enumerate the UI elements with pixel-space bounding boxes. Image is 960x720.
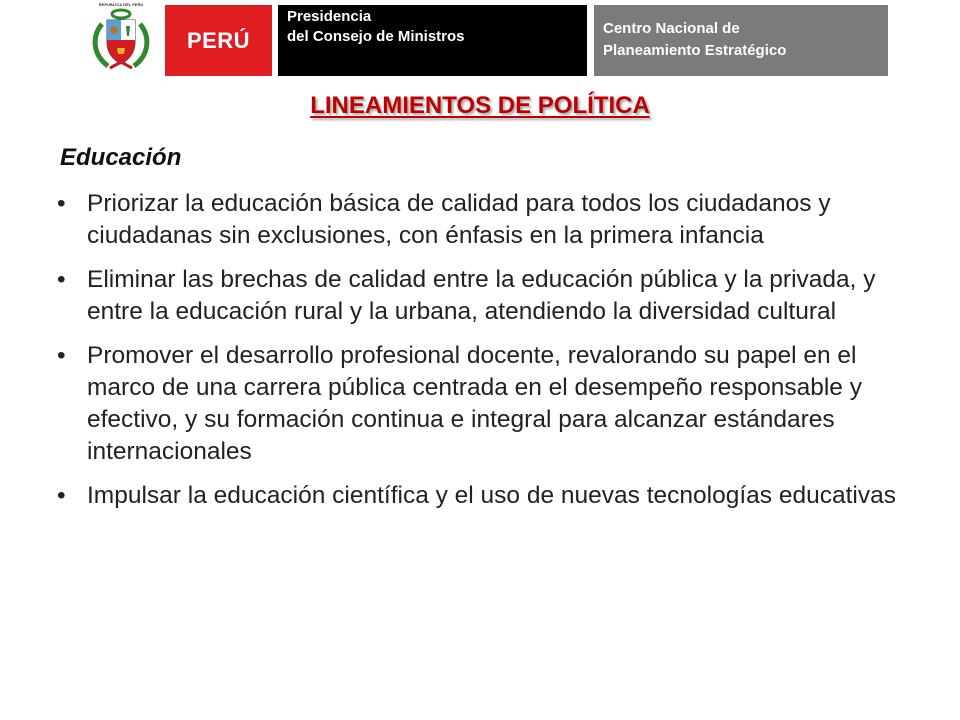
bullet-item: • Priorizar la educación básica de calidad para todos los ciudadanos y ciudadanas sin exclusiones, con énfasis en la primera infancia [56, 188, 916, 252]
peru-coat-of-arms-icon [88, 2, 154, 74]
bullet-item: • Impulsar la educación científica y el uso de nuevas tecnologías educativas [56, 480, 916, 512]
slide-title: LINEAMIENTOS DE POLÍTICA [310, 92, 650, 119]
peru-label: PERÚ [186, 27, 251, 53]
header-bar [0, 0, 960, 80]
ceplan-line-1: Centro Nacional de [603, 20, 740, 37]
presidency-label-box [278, 5, 587, 76]
bullet-item: • Eliminar las brechas de calidad entre la educación pública y la privada, y entre la educación rural y la urbana, atendiendo la diversidad cultural [56, 264, 916, 328]
peru-label-box [165, 5, 272, 76]
bullet-item: • Promover el desarrollo profesional docente, revalorando su papel en el marco de una carrera pública centrada en el desempeño responsable y efectivo, y su formación continua e integral para alcanzar estándares internacionales [56, 340, 916, 468]
section-heading: Educación [60, 144, 182, 171]
ceplan-line-2: Planeamiento Estratégico [603, 42, 787, 59]
bullet-list [56, 188, 916, 524]
presidency-line-2: del Consejo de Ministros [287, 28, 465, 45]
crest-caption: REPUBLICA DEL PERU [98, 2, 144, 7]
presidency-line-1: Presidencia [287, 8, 372, 25]
ceplan-label-box [594, 5, 888, 76]
